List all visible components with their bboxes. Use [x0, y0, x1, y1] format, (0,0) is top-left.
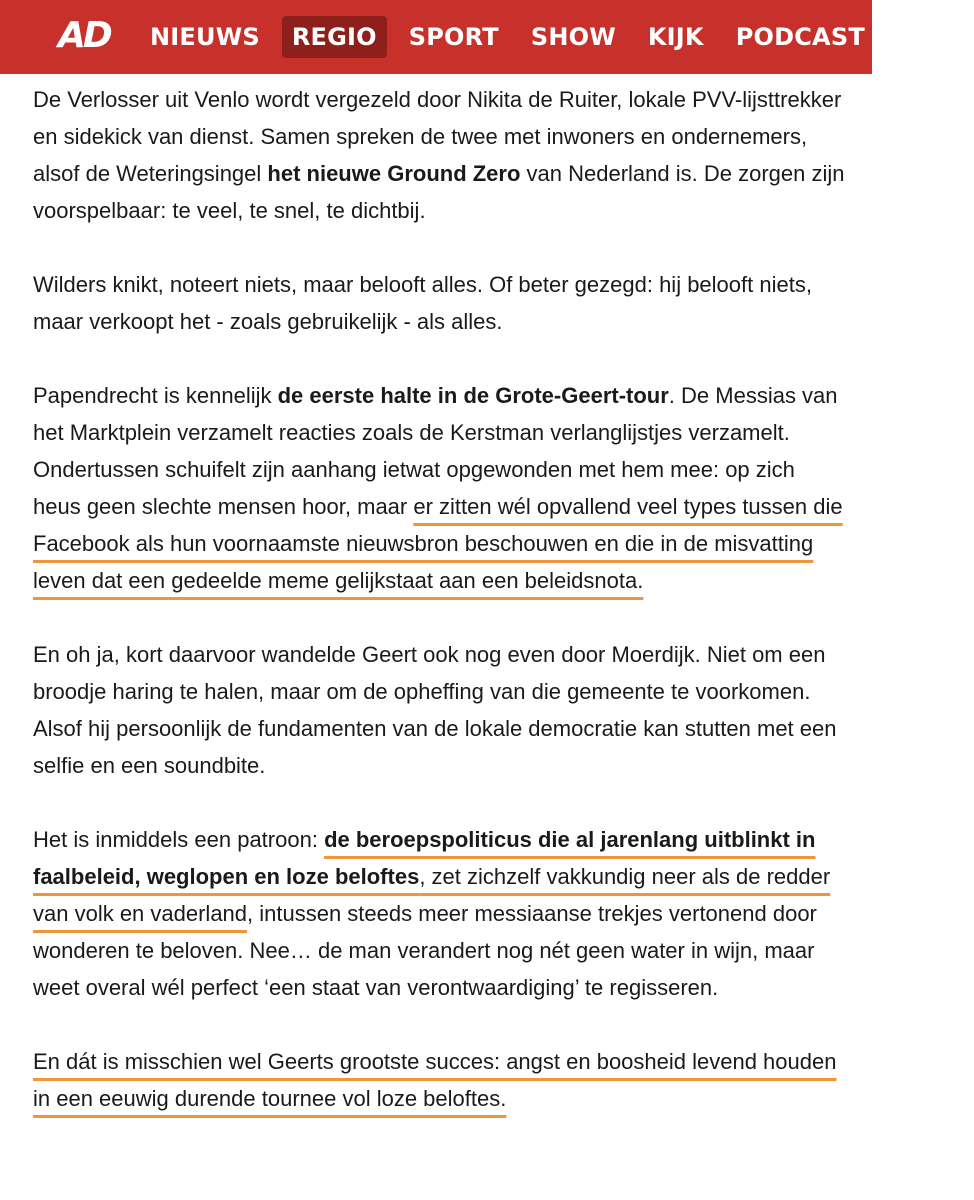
paragraph-text: Wilders knikt, noteert niets, maar belooft alles. Of beter gezegd: hij belooft niets, maar verkoopt het - zoals gebruikelijk - als alles. [33, 272, 812, 334]
highlighted-phrase: , zet zichzelf vakkundig neer als de redder van volk en vaderland [33, 864, 831, 926]
paragraph-text: Het is inmiddels een patroon: [33, 827, 325, 852]
main-nav [140, 16, 974, 58]
paragraph-text: van Nederland is. De zorgen zijn voorspelbaar: te veel, te snel, te dichtbij. [33, 161, 845, 223]
nav-item-show[interactable]: SHOW [530, 23, 616, 51]
article-paragraph [33, 636, 848, 784]
highlighted-phrase: En dát is misschien wel Geerts grootste succes: angst en boosheid levend houden in een eeuwig durende tournee vol loze beloftes. [33, 1049, 837, 1111]
bold-highlighted-phrase: de beroepspoliticus die al jarenlang uitblinkt in faalbeleid, weglopen en loze beloftes [33, 827, 816, 889]
article-paragraph [33, 821, 848, 1006]
nav-item-sport[interactable]: SPORT [408, 23, 499, 51]
paragraph-text: De Verlosser uit Venlo wordt vergezeld door Nikita de Ruiter, lokale PVV-lijsttrekker en sidekick van dienst. Samen spreken de twee met inwoners en ondernemers, alsof de Weteringsingel [33, 87, 842, 186]
article-paragraph [33, 377, 848, 599]
nav-item-regio[interactable]: REGIO [282, 16, 387, 58]
nav-item-kijk[interactable]: KIJK [647, 23, 704, 51]
article-paragraph [33, 1043, 848, 1117]
nav-item-podcast[interactable]: PODCAST [735, 23, 865, 51]
bold-phrase: de eerste halte in de Grote-Geert-tour [277, 383, 669, 408]
top-navigation-bar [0, 0, 952, 74]
highlighted-phrase: er zitten wél opvallend veel types tussen die Facebook als hun voornaamste nieuwsbron beschouwen en die in de misvatting leven dat een gedeelde meme gelijkstaat aan een beleidsnota. [33, 494, 843, 593]
article-body [33, 81, 848, 1154]
article-paragraph [33, 81, 848, 229]
paragraph-text: En oh ja, kort daarvoor wandelde Geert ook nog even door Moerdijk. Niet om een broodje haring te halen, maar om de opheffing van die gemeente te voorkomen. Alsof hij persoonlijk de fundamenten van de lokale democratie kan stutten met een selfie en een soundbite. [33, 642, 837, 778]
paragraph-text: . De Messias van het Marktplein verzamelt reacties zoals de Kerstman verlanglijstjes verzamelt. Ondertussen schuifelt zijn aanhang ietwat opgewonden met hem mee: op zich heus geen slechte mensen hoor, maar [33, 383, 838, 519]
ad-logo[interactable]: AD [58, 15, 110, 56]
bold-phrase: het nieuwe Ground Zero [267, 161, 521, 186]
paragraph-text: Papendrecht is kennelijk [33, 383, 278, 408]
nav-item-nieuws[interactable]: NIEUWS [150, 23, 260, 51]
paragraph-text: , intussen steeds meer messiaanse trekjes vertonend door wonderen te beloven. Nee… de man verandert nog nét geen water in wijn, maar weet overal wél perfect ‘een staat van verontwaardiging’ te regisseren. [33, 901, 817, 1000]
nav-item-puzzels[interactable]: PUZ [896, 23, 952, 51]
article-paragraph [33, 266, 848, 340]
